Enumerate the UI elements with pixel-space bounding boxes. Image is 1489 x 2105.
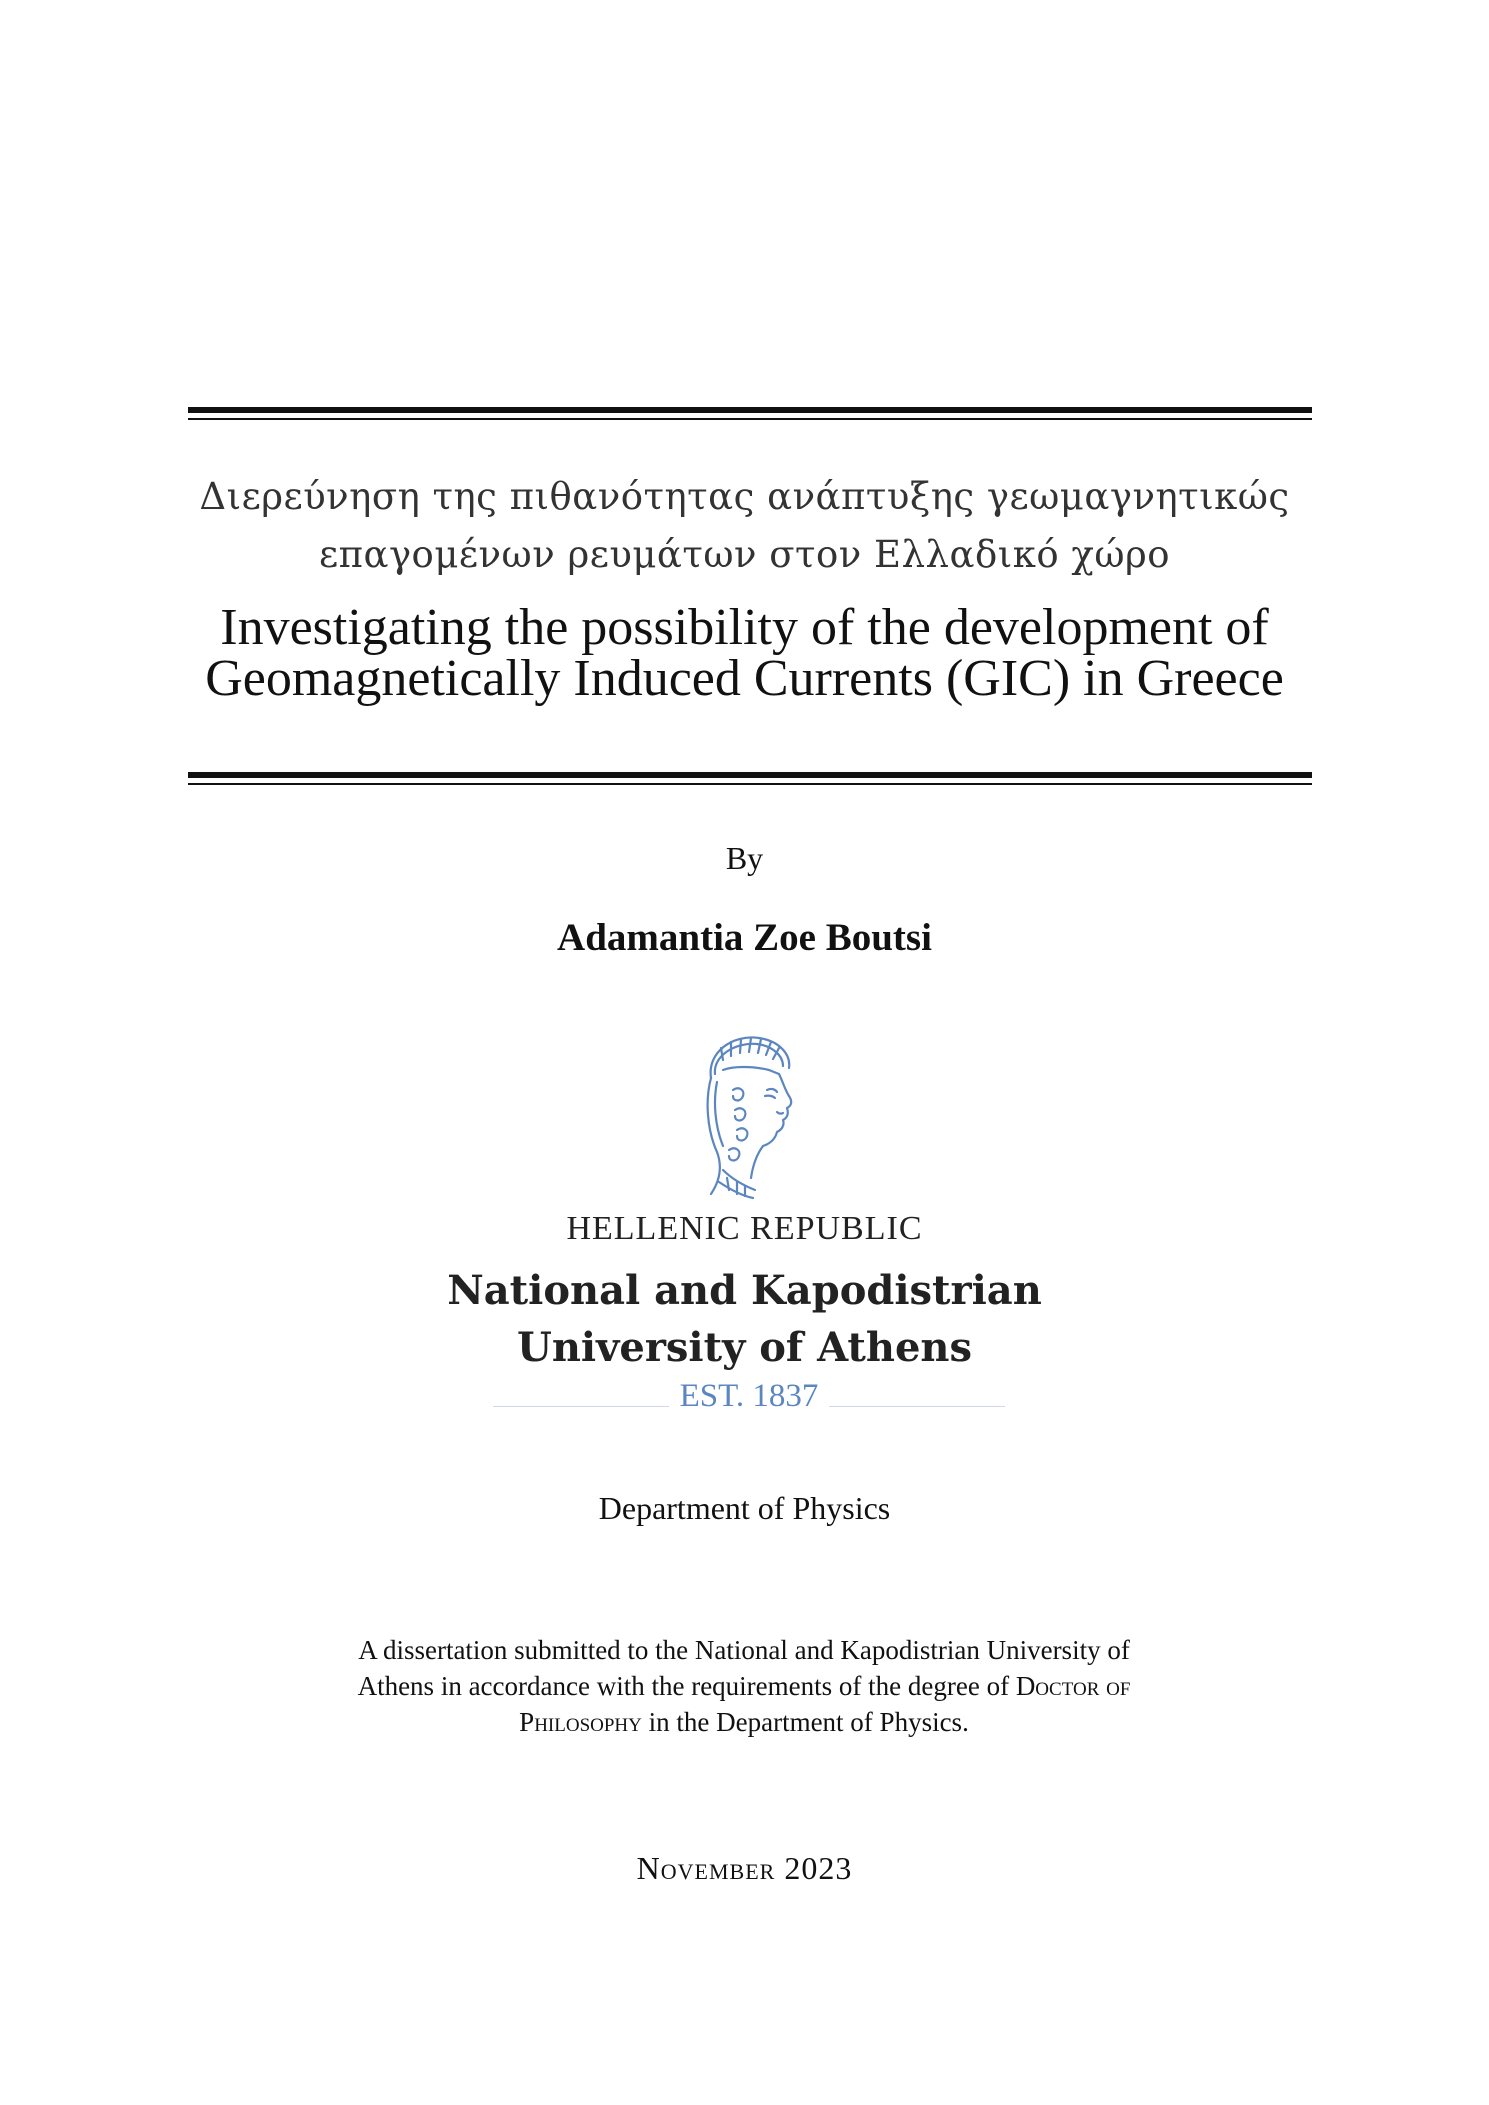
- republic-label: HELLENIC REPUBLIC: [566, 1210, 923, 1247]
- dissertation-statement: [344, 1632, 1144, 1740]
- title-rule-top: [188, 407, 1312, 420]
- author-name: Adamantia Zoe Boutsi: [557, 916, 932, 959]
- university-name: [0, 1262, 1489, 1376]
- degree-name: Doctor of Philosophy: [519, 1671, 1131, 1737]
- greek-title-line-1: Διερεύνηση της πιθανότητας ανάπτυξης γεωμαγνητικώς: [199, 475, 1290, 518]
- university-name-line-1: National and Kapodistrian: [447, 1267, 1042, 1314]
- athena-head-emblem-icon: [693, 1030, 803, 1200]
- established-year: EST. 1837: [679, 1378, 819, 1414]
- greek-title: [0, 468, 1489, 584]
- dissertation-text-part-1: A dissertation submitted to the National and Kapodistrian University of Athens in accordance with the requirements of the degree of: [357, 1635, 1130, 1701]
- dissertation-text-part-2: in the Department of Physics.: [641, 1707, 969, 1737]
- title-rule-bottom: [188, 772, 1312, 785]
- submission-date: November 2023: [636, 1850, 853, 1886]
- english-title-line-1: Investigating the possibility of the development of: [220, 599, 1269, 656]
- established-block: [493, 1378, 1005, 1422]
- university-name-line-2: University of Athens: [516, 1324, 973, 1371]
- english-title: [0, 599, 1489, 707]
- english-title-line-2: Geomagnetically Induced Currents (GIC) in Greece: [205, 650, 1284, 707]
- department-name: Department of Physics: [598, 1490, 891, 1526]
- by-label: By: [725, 840, 764, 876]
- established-divider-right: [829, 1406, 1005, 1407]
- greek-title-line-2: επαγομένων ρευμάτων στον Ελλαδικό χώρο: [318, 533, 1171, 576]
